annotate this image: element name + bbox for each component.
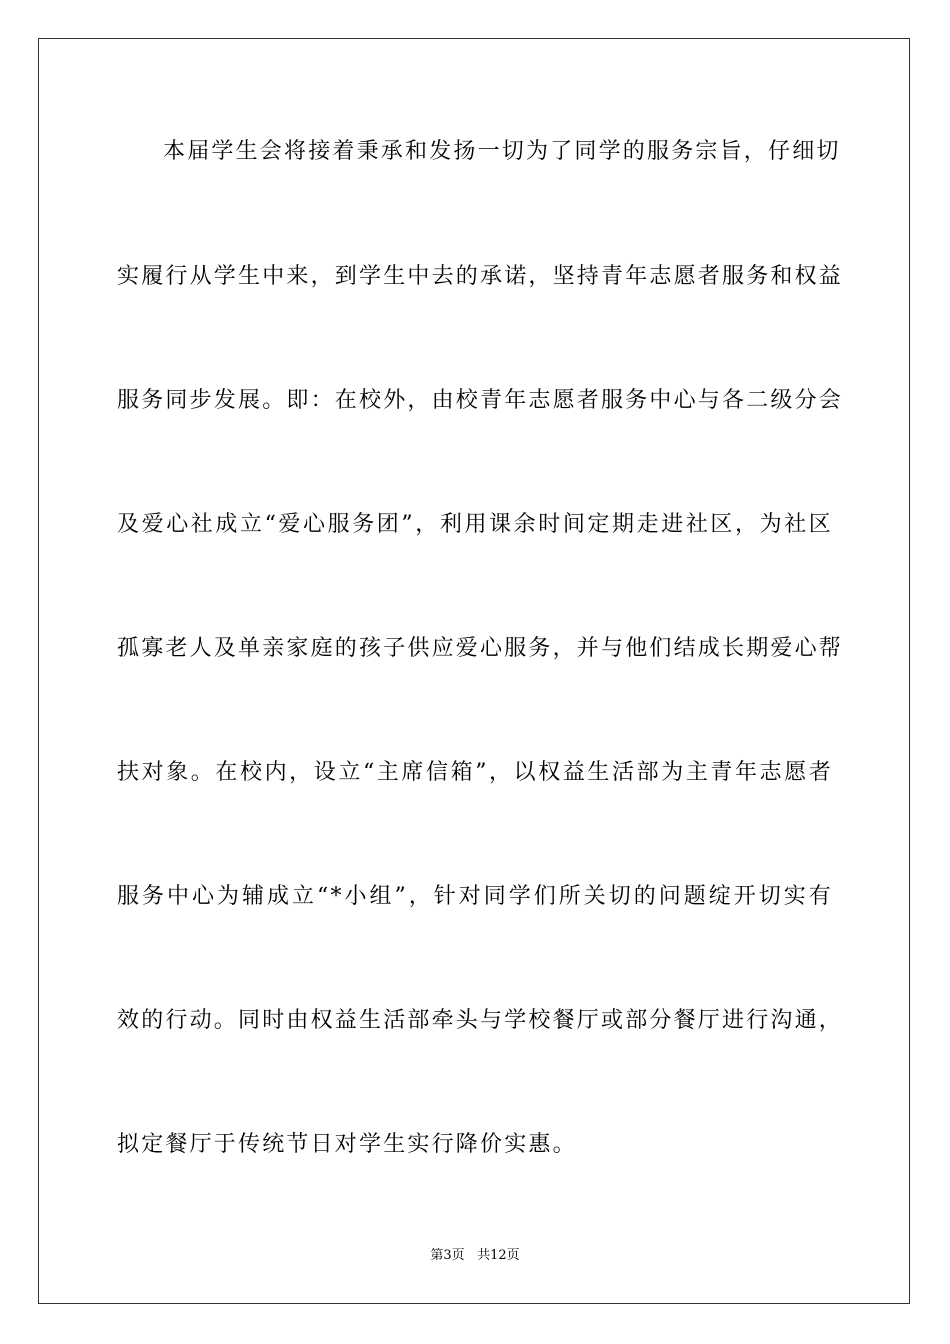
- paragraph-line: 实履行从学生中来，到学生中去的承诺，坚持青年志愿者服务和权益: [117, 264, 844, 289]
- paragraph-line: 服务同步发展。即：在校外，由校青年志愿者服务中心与各二级分会: [117, 388, 844, 413]
- paragraph-line: 及爱心社成立“爱心服务团”，利用课余时间定期走进社区，为社区: [117, 512, 833, 537]
- paragraph-line: 服务中心为辅成立“*小组”，针对同学们所关切的问题绽开切实有: [117, 884, 833, 909]
- page-border: [38, 38, 910, 1304]
- total-pages: 共12页: [477, 1248, 520, 1263]
- paragraph-line: 扶对象。在校内，设立“主席信箱”，以权益生活部为主青年志愿者: [117, 760, 833, 785]
- paragraph-line: 效的行动。同时由权益生活部牵头与学校餐厅或部分餐厅进行沟通，: [117, 1008, 844, 1033]
- paragraph-line: 拟定餐厅于传统节日对学生实行降价实惠。: [117, 1132, 577, 1157]
- page-number: 第3页: [430, 1248, 465, 1263]
- paragraph-line: 孤寡老人及单亲家庭的孩子供应爱心服务，并与他们结成长期爱心帮: [117, 636, 844, 661]
- paragraph-line: 本届学生会将接着秉承和发扬一切为了同学的服务宗旨，仔细切: [163, 139, 841, 164]
- page-footer: [0, 1246, 950, 1266]
